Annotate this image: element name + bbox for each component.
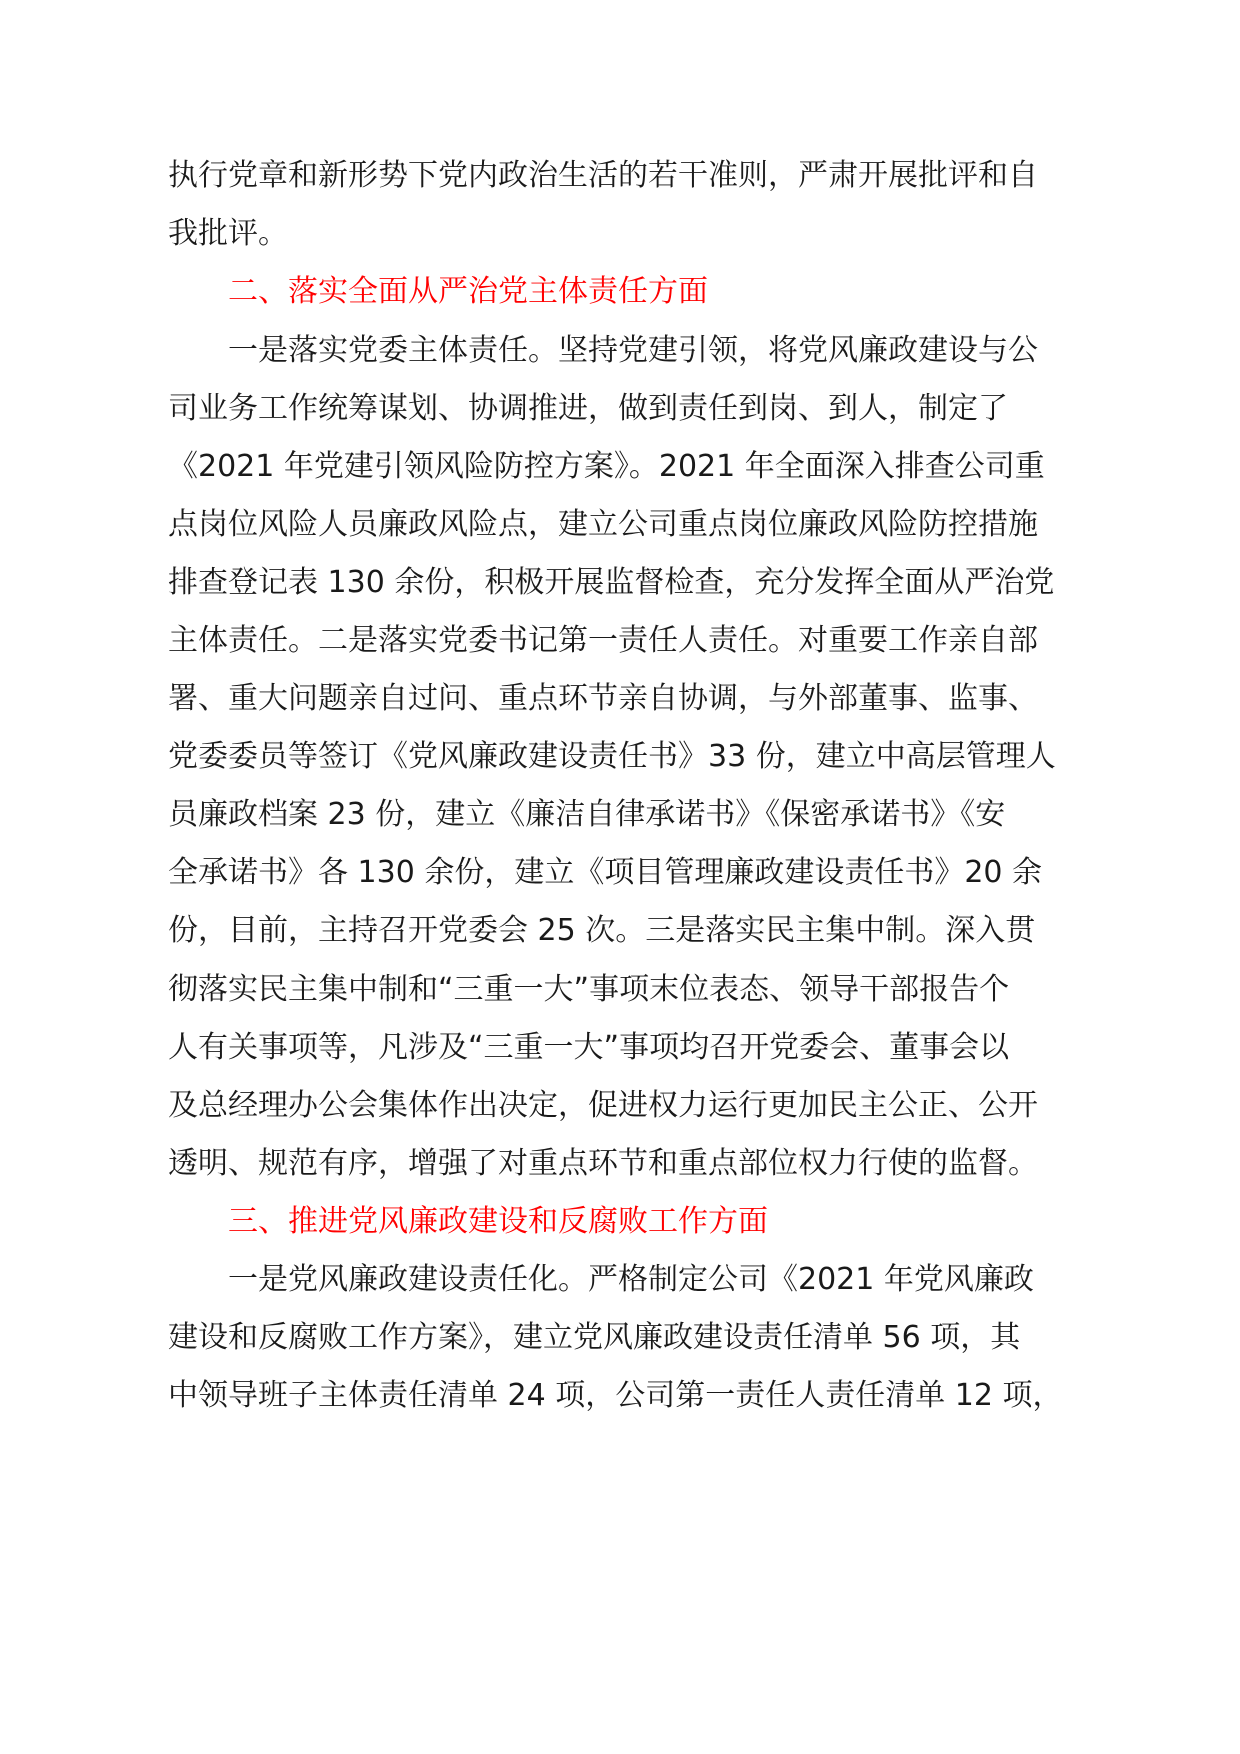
body-text-line: 及总经理办公会集体作出决定，促进权力运行更加民主公正、公开 [168, 1088, 1038, 1123]
paragraph-first-line: 一是党风廉政建设责任化。严格制定公司《2021 年党风廉政 [228, 1262, 1034, 1297]
body-text-line: 主体责任。二是落实党委书记第一责任人责任。对重要工作亲自部 [168, 623, 1038, 658]
body-text-line: 排查登记表 130 余份，积极开展监督检查，充分发挥全面从严治党 [168, 565, 1055, 600]
section-heading: 二、落实全面从严治党主体责任方面 [228, 274, 708, 309]
body-text-line: 点岗位风险人员廉政风险点，建立公司重点岗位廉政风险防控措施 [168, 507, 1038, 542]
body-text-line: 建设和反腐败工作方案》，建立党风廉政建设责任清单 56 项，其 [168, 1320, 1021, 1355]
body-text-line: 人有关事项等，凡涉及“三重一大”事项均召开党委会、董事会以 [168, 1030, 1010, 1065]
body-text-line: 党委委员等签订《党风廉政建设责任书》33 份，建立中高层管理人 [168, 739, 1056, 774]
paragraph-first-line: 一是落实党委主体责任。坚持党建引领，将党风廉政建设与公 [228, 333, 1038, 368]
body-text-line: 份，目前，主持召开党委会 25 次。三是落实民主集中制。深入贯 [168, 913, 1036, 948]
body-text-line: 署、重大问题亲自过问、重点环节亲自协调，与外部董事、监事、 [168, 681, 1038, 716]
body-text-line: 司业务工作统筹谋划、协调推进，做到责任到岗、到人，制定了 [168, 391, 1008, 426]
body-text-line: 全承诺书》各 130 余份，建立《项目管理廉政建设责任书》20 余 [168, 855, 1043, 890]
body-text-line: 彻落实民主集中制和“三重一大”事项末位表态、领导干部报告个 [168, 972, 1010, 1007]
body-text-line: 《2021 年党建引领风险防控方案》。2021 年全面深入排查公司重 [168, 449, 1045, 484]
body-text-line: 透明、规范有序，增强了对重点环节和重点部位权力行使的监督。 [168, 1146, 1038, 1181]
body-text-line: 中领导班子主体责任清单 24 项，公司第一责任人责任清单 12 项， [168, 1378, 1063, 1413]
body-text-line: 执行党章和新形势下党内政治生活的若干准则，严肃开展批评和自 [168, 158, 1038, 193]
body-text-line: 我批评。 [168, 216, 288, 251]
section-heading: 三、推进党风廉政建设和反腐败工作方面 [228, 1204, 768, 1239]
body-text-line: 员廉政档案 23 份，建立《廉洁自律承诺书》《保密承诺书》《安 [168, 797, 1006, 832]
